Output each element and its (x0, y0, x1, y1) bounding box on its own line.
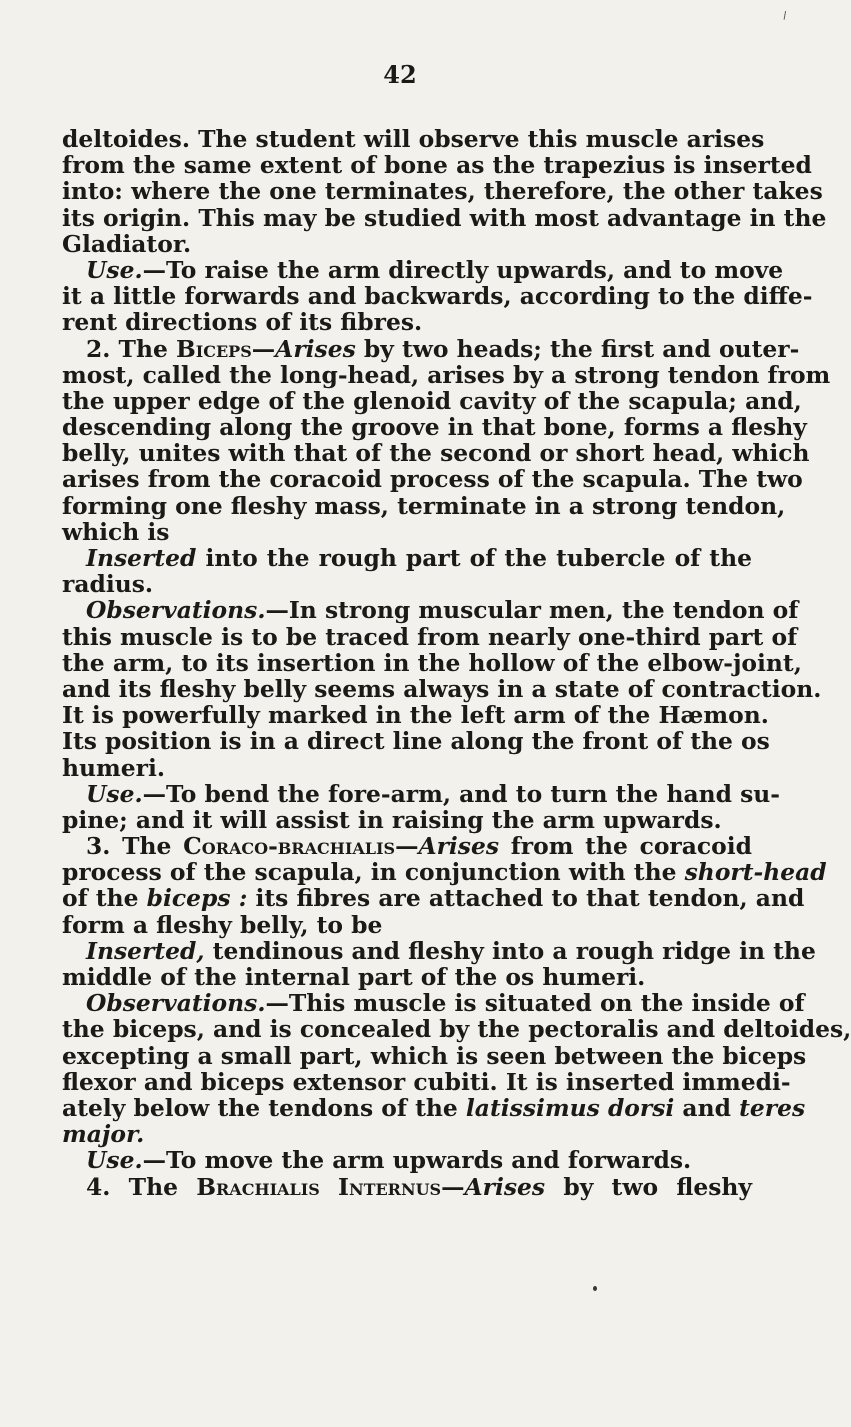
text-line (62, 596, 799, 625)
text-line (62, 334, 800, 363)
text-run: and (674, 1093, 740, 1122)
text-line: it a little forwards and backwards, according to the diffe- (62, 282, 813, 311)
text-run: tendinous and fleshy into a rough ridge in the (204, 936, 816, 965)
text-run: — (395, 832, 419, 861)
text-line: into: where the one terminates, therefore, the other takes (62, 177, 823, 206)
text-line (62, 989, 805, 1018)
italic-run: Use. (86, 779, 143, 808)
text-line (62, 779, 780, 808)
italic-run: biceps : (146, 884, 248, 913)
text-line (62, 1147, 752, 1173)
italic-run: Inserted, (86, 936, 205, 965)
text-run: of the (62, 884, 147, 913)
text-line: this muscle is to be traced from nearly one-third part of (62, 622, 798, 651)
italic-run: short-head (684, 858, 827, 887)
italic-run: Use. (86, 1146, 143, 1175)
text-line: arises from the coracoid process of the scapula. The two (62, 465, 803, 494)
text-line: deltoides. The student will observe this muscle arises (62, 125, 765, 153)
text-line: belly, unites with that of the second or short head, which (62, 439, 810, 468)
text-line: radius. (62, 570, 154, 599)
text-line (62, 1121, 752, 1147)
text-run: into the rough part of the tubercle of the (196, 544, 752, 572)
italic-run: teres (739, 1093, 806, 1122)
text-run: from the coracoid (499, 832, 752, 861)
text-run: —In strong muscular men, the tendon of (265, 596, 799, 625)
small-caps-run: Biceps (176, 334, 252, 363)
text-line: middle of the internal part of the os humeri. (62, 963, 646, 991)
text-line: which is (62, 517, 170, 546)
text-line: humeri. (62, 753, 165, 782)
italic-run: Arises (275, 334, 356, 363)
text-line (62, 936, 816, 965)
text-line (62, 255, 784, 284)
text-run: by two heads; the first and outer- (355, 334, 800, 363)
text-line (62, 884, 805, 913)
page-number: 42 (383, 60, 417, 89)
text-line: rent directions of its fibres. (62, 308, 423, 337)
text-line (62, 1174, 752, 1200)
text-run: 2. The (86, 334, 176, 363)
text-run: ately below the tendons of the (62, 1093, 466, 1122)
italic-run: Arises (464, 1172, 546, 1201)
text-run: — (251, 334, 276, 363)
text-run: —This muscle is situated on the inside of (265, 989, 805, 1018)
italic-run: latissimus dorsi (465, 1093, 675, 1122)
small-caps-run: Coraco-brachialis (183, 832, 396, 861)
text-run: —To raise the arm directly upwards, and to move (142, 255, 784, 284)
text-line: the biceps, and is concealed by the pectoralis and deltoides, (62, 1015, 851, 1044)
italic-run: Use. (86, 255, 143, 284)
text-line: form a fleshy belly, to be (62, 910, 383, 939)
italic-run: Observations. (86, 596, 266, 625)
text-line (62, 545, 752, 571)
italic-run: Observations. (86, 989, 266, 1018)
text-line (62, 1093, 806, 1122)
text-line: the upper edge of the glenoid cavity of the scapula; and, (62, 386, 802, 415)
text-run: by two fleshy (545, 1172, 753, 1201)
italic-run: major. (62, 1120, 145, 1149)
small-caps-run: Brachialis Internus (196, 1172, 442, 1201)
italic-run: Arises (418, 832, 500, 861)
text-line: and its fleshy belly seems always in a state of contraction. (62, 674, 822, 703)
text-run: —To bend the fore-arm, and to turn the hand su- (142, 779, 780, 808)
text-line (62, 833, 752, 859)
text-run: — (441, 1172, 465, 1201)
text-run: 4. The (86, 1172, 197, 1201)
text-run: —To move the arm upwards and forwards. (142, 1146, 692, 1175)
text-line: Its position is in a direct line along the front of the os (62, 727, 770, 756)
text-line: flexor and biceps extensor cubiti. It is inserted immedi- (62, 1067, 791, 1096)
text-line: the arm, to its insertion in the hollow of the elbow-joint, (62, 648, 802, 677)
text-line: its origin. This may be studied with most advantage in the (62, 203, 827, 232)
text-line: pine; and it will assist in raising the arm upwards. (62, 805, 722, 834)
text-line: descending along the groove in that bone, forms a fleshy (62, 413, 807, 442)
text-line: forming one fleshy mass, terminate in a strong tendon, (62, 491, 786, 520)
corner-mark: ⸝ (773, 1, 793, 24)
text-line (62, 858, 827, 887)
text-line: It is powerfully marked in the left arm of the Hæmon. (62, 701, 769, 730)
text-line: from the same extent of bone as the trapezius is inserted (62, 151, 812, 180)
text-line: excepting a small part, which is seen between the biceps (62, 1041, 807, 1070)
body-text (62, 125, 851, 1201)
text-run: process of the scapula, in conjunction with the (62, 858, 685, 887)
text-line: Gladiator. (62, 229, 192, 258)
text-line: most, called the long-head, arises by a strong tendon from (62, 360, 831, 389)
ink-dot (593, 1286, 597, 1291)
text-run: 3. The (86, 832, 184, 861)
text-run: its fibres are attached to that tendon, and (247, 884, 805, 913)
italic-run: Inserted (86, 544, 197, 572)
